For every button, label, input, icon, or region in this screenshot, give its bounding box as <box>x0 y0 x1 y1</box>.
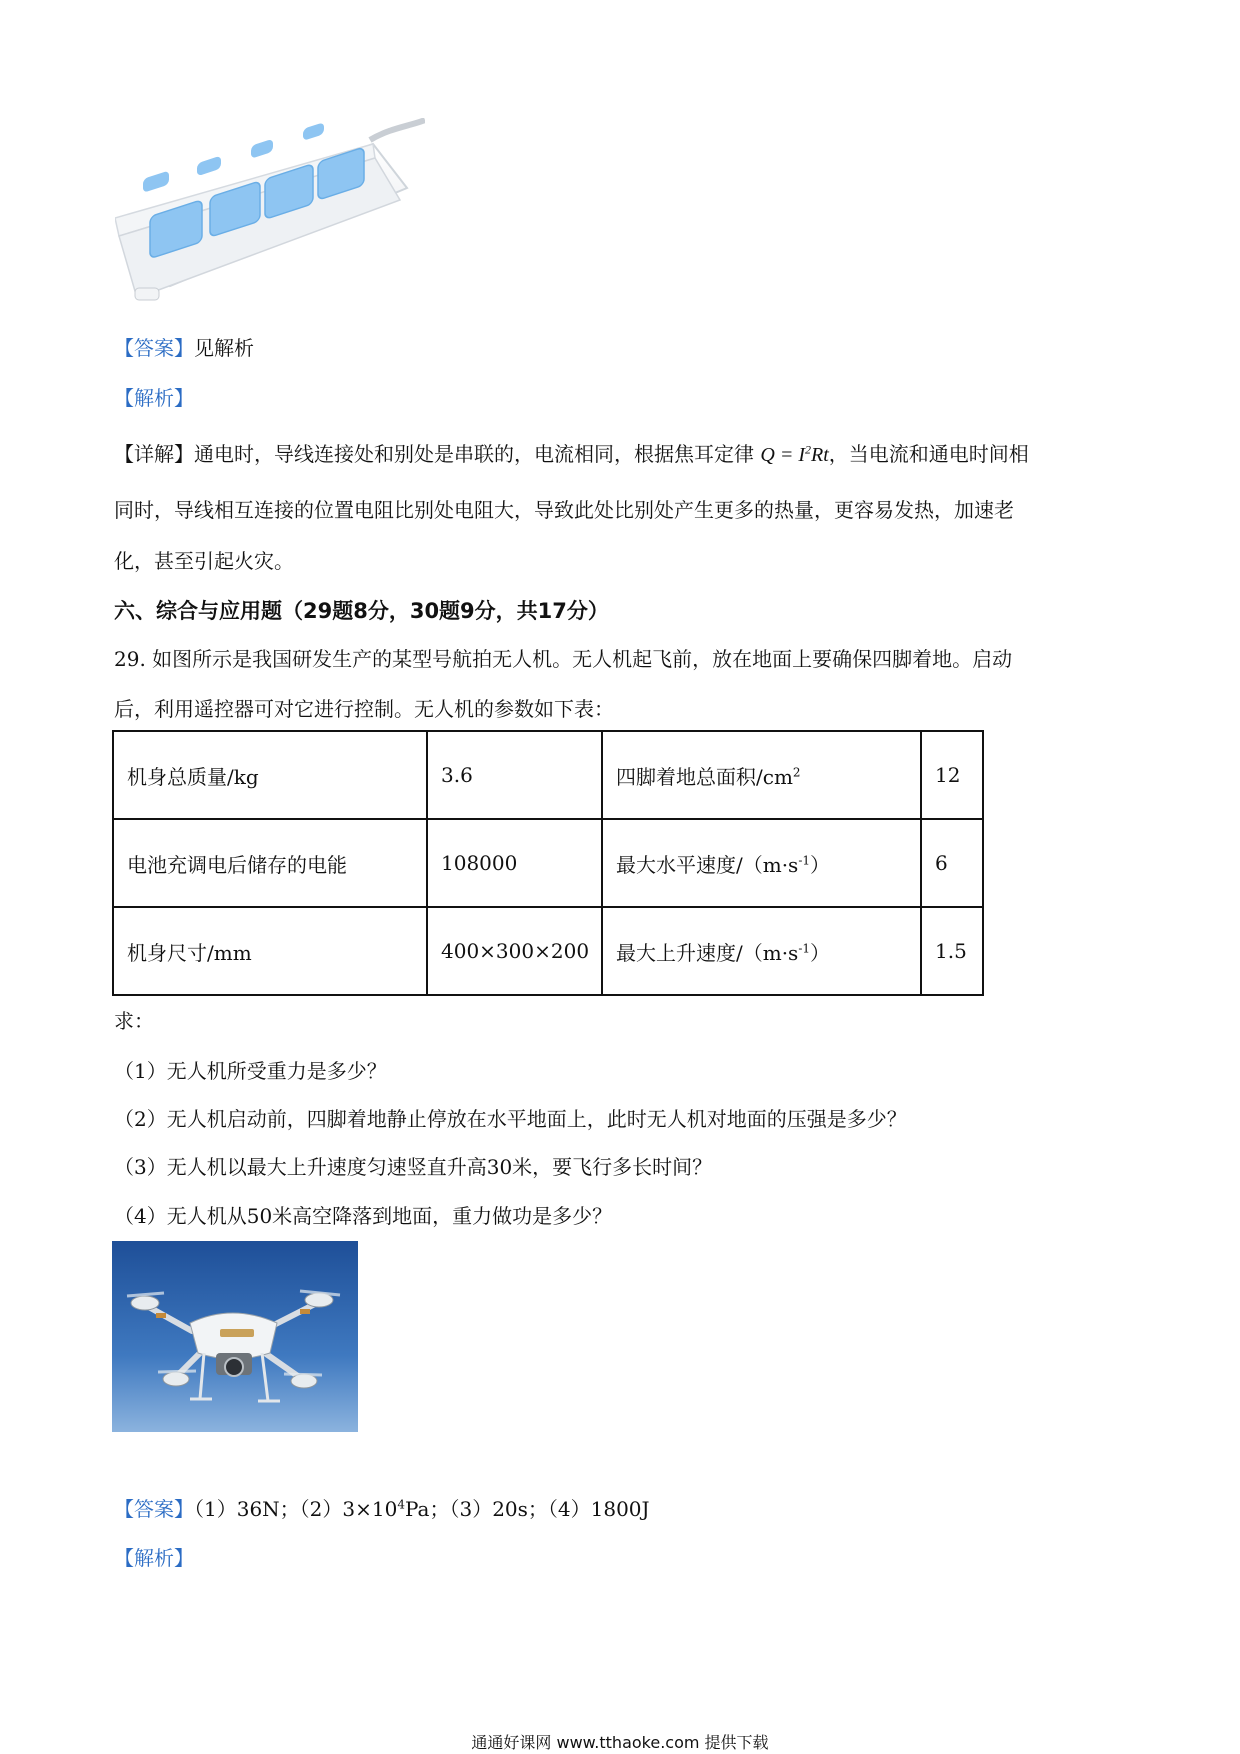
ask-label: 求： <box>114 1009 154 1033</box>
table-cell: 6 <box>921 819 983 907</box>
table-cell: 400×300×200 <box>427 907 602 995</box>
detail-line-2: 同时，导线相互连接的位置电阻比别处电阻大，导致此处比别处产生更多的热量，更容易发热，加速老 <box>114 498 1014 522</box>
table-cell: 机身尺寸/mm <box>113 907 427 995</box>
answer-line-1 <box>114 334 254 362</box>
q29-answer-b: Pa；（3）20s；（4）1800J <box>404 1497 650 1521</box>
joule-formula: $Q = I^2Rt$ <box>760 442 829 466</box>
table-row <box>113 819 983 907</box>
answer-text: 见解析 <box>194 336 254 360</box>
detail-line-1 <box>114 440 1029 469</box>
page-footer: 通通好课网 www.tthaoke.com 提供下载 <box>471 1733 769 1752</box>
sub-question-4: （4）无人机从50米高空降落到地面，重力做功是多少？ <box>114 1204 613 1228</box>
sub-question-2: （2）无人机启动前，四脚着地静止停放在水平地面上，此时无人机对地面的压强是多少？ <box>114 1107 907 1131</box>
power-strip-image <box>115 118 425 308</box>
drone-params-table <box>112 730 984 996</box>
detail-text-1b: ，当电流和通电时间相 <box>828 442 1029 466</box>
q29-answer-sup: 4 <box>397 1497 405 1512</box>
table-cell: 电池充调电后储存的电能 <box>113 819 427 907</box>
detail-text-1a: 通电时，导线连接处和别处是串联的，电流相同，根据焦耳定律 <box>194 442 754 466</box>
table-cell: 最大水平速度$/(m\cdot s^{-1})$ <box>602 819 921 907</box>
table-cell: 机身总质量/kg <box>113 731 427 819</box>
q29-answer-tag: 【答案】 <box>114 1497 194 1521</box>
analysis-tag: 【解析】 <box>114 386 194 410</box>
answer-tag: 【答案】 <box>114 336 194 360</box>
table-row <box>113 907 983 995</box>
q29-analysis-tag: 【解析】 <box>114 1546 194 1570</box>
table-cell: 四脚着地总面积$/cm^2$ <box>602 731 921 819</box>
sub-question-1: （1）无人机所受重力是多少？ <box>114 1059 387 1083</box>
q29-analysis-line <box>114 1544 194 1572</box>
table-row <box>113 731 983 819</box>
q29-answer-a: （1）36N；（2）3×10 <box>194 1497 398 1521</box>
analysis-line-1 <box>114 384 194 412</box>
detail-tag: 【详解】 <box>114 442 194 466</box>
section-title: 六、综合与应用题（29题8分，30题9分，共17分） <box>114 599 609 623</box>
q29-answer-line <box>114 1495 650 1523</box>
table-cell: 108000 <box>427 819 602 907</box>
sub-question-3: （3）无人机以最大上升速度匀速竖直升高30米，要飞行多长时间？ <box>114 1155 713 1179</box>
drone-image <box>112 1241 358 1432</box>
table-cell: 1.5 <box>921 907 983 995</box>
detail-line-3: 化，甚至引起火灾。 <box>114 549 294 573</box>
table-cell: 最大上升速度$/(m\cdot s^{-1})$ <box>602 907 921 995</box>
table-cell: 3.6 <box>427 731 602 819</box>
table-cell: 12 <box>921 731 983 819</box>
q29-text-2: 后，利用遥控器可对它进行控制。无人机的参数如下表： <box>114 697 614 721</box>
q29-text-1: 29. 如图所示是我国研发生产的某型号航拍无人机。无人机起飞前，放在地面上要确保四脚着地。启动 <box>114 647 1013 671</box>
